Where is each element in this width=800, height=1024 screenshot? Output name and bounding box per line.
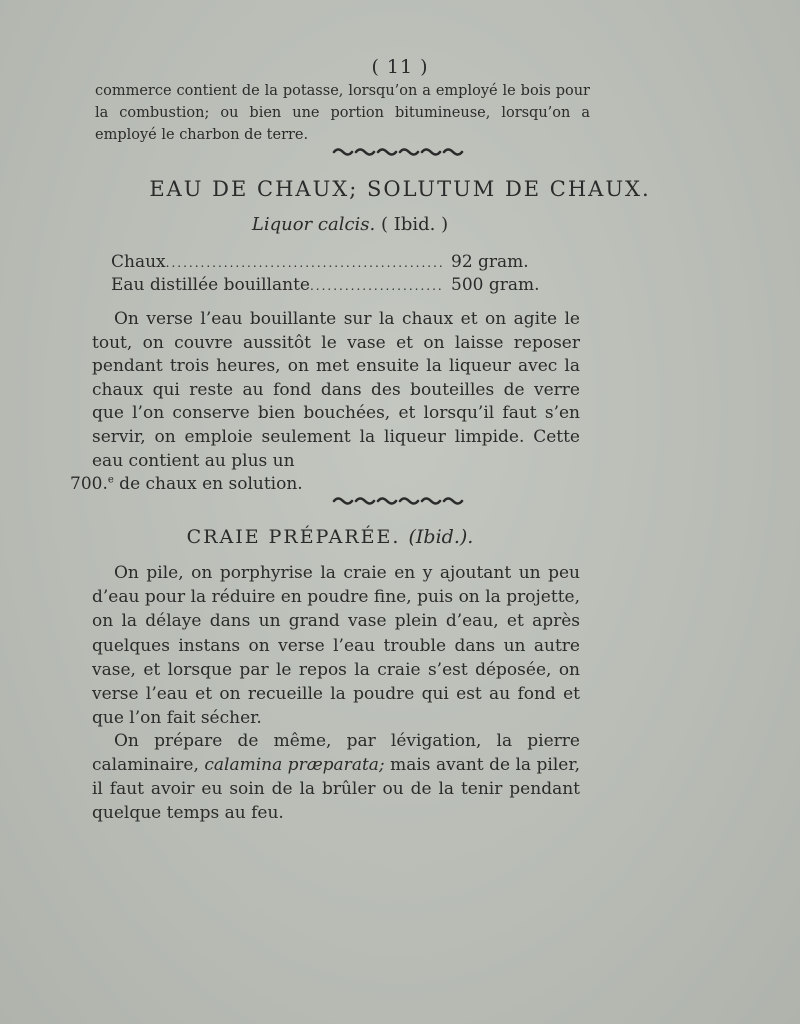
paragraph-text: mais avant de la piler, il faut avoir eu soin de la brûler ou de la tenir pendant quelque temps au feu. xyxy=(92,755,580,823)
intro-text: commerce contient de la potasse, lorsqu’on a employé le bois pour la combustion; ou bien une portion bitumineuse, lorsqu’on a employé le charbon de terre. xyxy=(95,83,590,143)
ingredient-name: Chaux xyxy=(111,252,166,272)
section-title-craie-preparee xyxy=(0,526,660,548)
latin-name: Liquor calcis. xyxy=(251,214,376,235)
paragraph-end-number: 700. xyxy=(70,474,108,495)
leader-dots xyxy=(166,251,443,275)
paragraph-text: On pile, on porphyrise la craie en y ajoutant un peu d’eau pour la réduire en poudre fine, puis on la projette, on la délaye dans un grand vase plein d’eau, et après quelques instans on verse l’eau trouble dans un autre vase, et lorsque par le repos la craie s’est déposée, on verse l’eau et on recueille la poudre qui est au fond et que l’on fait sécher. xyxy=(92,563,580,729)
paragraph-text: On prépare de même, par lévigation, la pierre calaminaire, xyxy=(92,731,580,775)
paragraph-text: On verse l’eau bouillante sur la chaux et on agite le tout, on couvre aussitôt le vase et on laisse reposer pendant trois heures, on met ensuite la liqueur avec la chaux qui reste au fond dans des bouteilles de verre que l’on conserve bien bouchées, et lorsqu’il faut s’en servir, on emploie seulement la liqueur limpide. Cette eau contient au plus un xyxy=(92,309,580,471)
ingredient-row xyxy=(111,273,541,298)
ingredient-quantity: 92 gram. xyxy=(451,252,529,272)
page-number: ( 11 ) xyxy=(371,56,429,78)
wave-ornament-icon xyxy=(0,493,800,512)
section-title-eau-de-chaux: EAU DE CHAUX; SOLUTUM DE CHAUX. xyxy=(149,177,651,201)
reference: (Ibid.). xyxy=(408,526,474,548)
ingredient-name: Eau distillée bouillante xyxy=(111,275,310,295)
section-title-text: CRAIE PRÉPARÉE. xyxy=(186,526,401,548)
section1-paragraph xyxy=(70,308,580,497)
ingredient-quantity: 500 gram. xyxy=(451,275,540,295)
ingredient-row xyxy=(111,250,541,275)
section-subtitle xyxy=(0,214,700,235)
leader-dots xyxy=(310,274,443,298)
section2-paragraph-1 xyxy=(92,561,580,730)
paragraph-end-sup: e xyxy=(107,474,114,486)
paragraph-end-text: de chaux en solution. xyxy=(113,474,303,495)
section2-paragraph-2 xyxy=(92,729,580,825)
reference: ( Ibid. ) xyxy=(380,214,449,235)
latin-name: calamina præparata; xyxy=(204,755,385,775)
intro-paragraph xyxy=(95,80,590,146)
wave-ornament-icon xyxy=(0,144,800,163)
